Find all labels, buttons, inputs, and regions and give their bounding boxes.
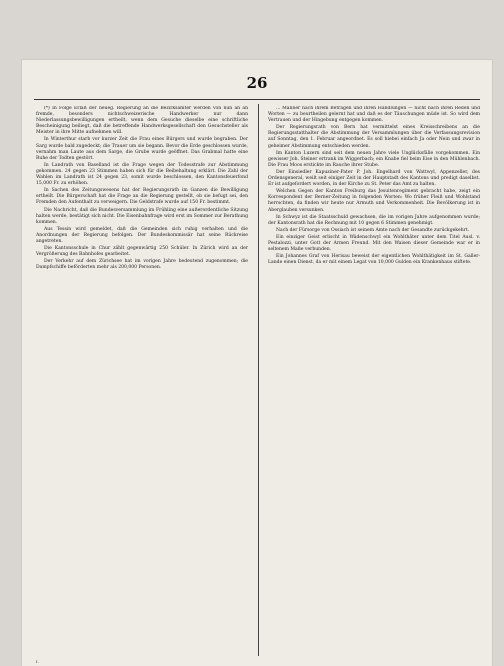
article-paragraph: In Landrath von Baselland ist die Frage wegen der Todesstrafe zur Abstimmung gekommen. 24 gegen 23 Stimmen haben sich für die Beibehaltung erklärt. Die Zahl der Wahlen im Landrath ist 24 gegen 23, somit wurde beschlossen, den Kantonsfeuerfond 15,000 Fr. zu erhöhen.: [36, 162, 248, 187]
article-paragraph: Der Einsiedler Kapuziner-Pater P. Joh. Engelhard von Wattwyl, Appenzeller, des Ordensgeneral, weilt seit einiger Zeit in der Hauptstadt des Kantons und predigt daselbst. Er ist aufgefordert worden, in der Kirche zu St. Peter das Amt zu halten.: [268, 169, 480, 188]
article-paragraph: Die Kantonsschule in Chur zählt gegenwärtig 250 Schüler. In Zürich wird an der Vergrößerung des Bahnhofes gearbeitet.: [36, 246, 248, 258]
article-paragraph: ... Männer nach ihrem Betragen und ihren Handlungen — nicht nach ihren Reden und Worten — zu beurtheilen gelernt hat und daß es der Täuschungen müde ist. So wird dem Vertrauen und der Hingebung entgegen kommen.: [268, 106, 480, 124]
article-paragraph: (*) In Folge Erlaß der neueg. Regierung an die Bezirksämter werden von nun an an fremde, besonders nichtschweizerische Handwerker nur dann Niederlassungsbewilligungen ertheilt, wenn dem Gesuche dieselbe eine schriftliche Bescheinigung beiliegt, daß die betreffende Handwerksgesellschaft den Gesuchsteller als Meister in ihre Mitte aufnehmen will.: [36, 106, 248, 136]
article-paragraph: In Schwyz ist die Staatsschuld gewachsen, die im vorigen Jahre aufgenommen wurde; der Kantonsrath hat die Rechnung mit 10 gegen 6 Stimmen genehmigt.: [268, 214, 480, 226]
article-paragraph: Nach der Fürsorge von Ossiach ist seinem Amte nach der Gesandte zurückgekehrt.: [276, 227, 470, 233]
footer-mark: I.: [36, 659, 39, 664]
article-paragraph: Ein Johannes Graf von Herisau beweist der eigentlichen Wohlthätigkeit im St. Galler-Lande einen Dienst, da er mit einem Legat von 10,000 Gulden ein Krankenhaus stiftete.: [268, 254, 480, 266]
article-paragraph: In Sachen des Zeitungswesens hat der Regierungsrath im Ganzen die Bewilligung ertheilt. Die Bürgerschaft hat die Frage an die Regierung gestellt, ob sie befugt sei, den Fremden den Aufenthalt zu verweigern. Die Geldstrafe wurde auf 150 Fr. bestimmt.: [36, 188, 248, 206]
left-column: [36, 106, 248, 656]
header-rule: [34, 99, 480, 100]
column-divider: [258, 104, 259, 656]
article-paragraph: Welchen Gegen der Kanton Freiburg das Jesuitenregiment gebracht habe, zeigt ein Korrespondent der Berner-Zeitung in folgenden Worten: Wo früher Fleiß und Wohlstand herrschten, da finden wir heute nur Armuth und Verkommenheit. Die Bevölkerung ist in Aberglauben versunken.: [268, 189, 480, 213]
article-paragraph: Aus Tessin wird gemeldet, daß die Gemeinden sich ruhig verhalten und die Anordnungen der Regierung befolgen. Der Bundeskommissär hat seine Rückreise angetreten.: [36, 226, 248, 244]
article-paragraph: Ein einziger Geist erlischt in Wädenschwyl ein Wohlthäter unter dem Titel Ausl. v. Pestalozzi, unter Gott der Armen Freund. Mit den Waisen dieser Gemeinde war er in seltenem Maße verbunden.: [268, 234, 480, 253]
article-paragraph: Im Kanton Luzern sind seit dem neuen Jahre viele Unglücksfälle vorgekommen. Ein gewisser Joh. Steiner ertrank im Wiggerbach; ein Knabe fiel beim Eise in den Mühlenbach. Die Frau Moos erstickte im Rauche ihrer Stube.: [268, 150, 480, 168]
article-paragraph: Der Verkehr auf dem Zürichsee hat im vorigen Jahre bedeutend zugenommen; die Dampfschiffe beförderten mehr als 200,000 Personen.: [36, 259, 248, 271]
article-paragraph: Die Nachricht, daß die Bundesversammlung im Frühling eine außerordentliche Sitzung halten werde, bestätigt sich nicht. Die Eisenbahnfrage wird erst im Sommer zur Berathung kommen.: [36, 207, 248, 225]
article-paragraph: In Winterthur starb vor kurzer Zeit die Frau eines Bürgers und wurde begraben. Der Sarg wurde bald zugedeckt; die Trauer um sie begann. Bevor die Erde geschlossen wurde, vernahm man Laute aus dem Sarge, die Grube wurde geöffnet. Das Grabmal hatte eine Ruhe der Todten gestört.: [36, 137, 248, 161]
newspaper-page: [22, 60, 492, 666]
article-paragraph: Der Regierungsrath von Bern hat vermittelst eines Kreisschreibens an die Regierungsstatthalter die Abstimmung der Versammlungen über die Verfassungsrevision auf Sonntag, den 1. Februar angeordnet. Es soll hiebei einfach Ja oder Nein und zwar in geheimer Abstimmung entschieden werden.: [268, 125, 480, 149]
page-number: 26: [246, 74, 268, 92]
right-column: [268, 106, 480, 656]
